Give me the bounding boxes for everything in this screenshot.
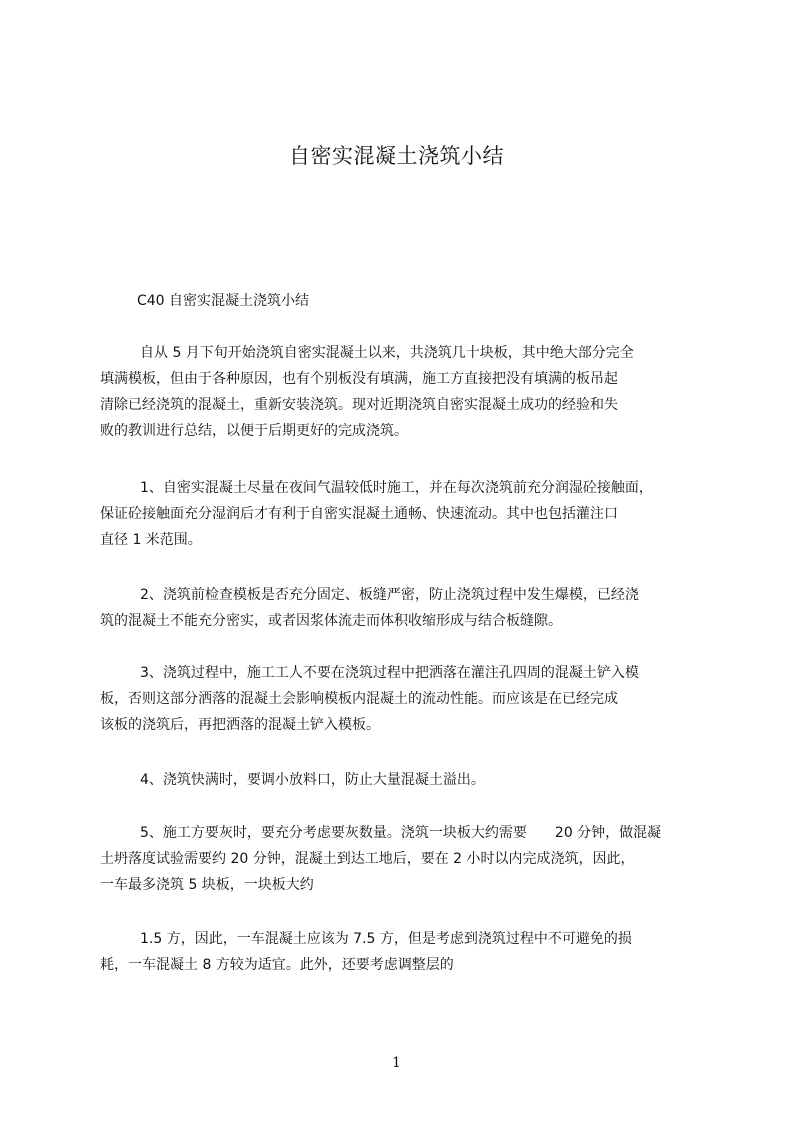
paragraph-item-1 bbox=[100, 475, 712, 553]
page-number: 1 bbox=[392, 1055, 401, 1071]
paragraph-line: 该板的浇筑后，再把洒落的混凝土铲入模板。 bbox=[100, 717, 380, 733]
paragraph-item-2 bbox=[100, 582, 712, 634]
paragraph-intro bbox=[100, 340, 712, 444]
paragraph-line: 自从 5 月下旬开始浇筑自密实混凝土以来，共浇筑几十块板，其中绝大部分完全 bbox=[140, 345, 634, 361]
paragraph-line: 1、自密实混凝土尽量在夜间气温较低时施工，并在每次浇筑前充分润湿砼接触面， bbox=[140, 480, 653, 496]
paragraph-item-5 bbox=[100, 820, 712, 898]
paragraph-line: 清除已经浇筑的混凝土，重新安装浇筑。现对近期浇筑自密实混凝土成功的经验和失 bbox=[100, 397, 618, 413]
document-subtitle: C40 自密实混凝土浇筑小结 bbox=[137, 293, 310, 309]
paragraph-line: 一车最多浇筑 5 块板，一块板大约 bbox=[100, 877, 314, 893]
paragraph-line: 3、浇筑过程中，施工工人不要在浇筑过程中把洒落在灌注孔四周的混凝土铲入模 bbox=[140, 665, 639, 681]
paragraph-line: 1.5 方，因此，一车混凝土应该为 7.5 方，但是考虑到浇筑过程中不可避免的损 bbox=[140, 931, 632, 947]
paragraph-line: 5、施工方要灰时，要充分考虑要灰数量。浇筑一块板大约需要 20 分钟，做混凝 bbox=[140, 825, 662, 841]
paragraph-line: 2、浇筑前检查模板是否充分固定、板缝严密，防止浇筑过程中发生爆模，已经浇 bbox=[140, 587, 639, 603]
paragraph-line: 败的教训进行总结，以便于后期更好的完成浇筑。 bbox=[100, 423, 408, 439]
paragraph-item-4 bbox=[100, 767, 712, 793]
paragraph-line: 土坍落度试验需要约 20 分钟，混凝土到达工地后，要在 2 小时以内完成浇筑，因此， bbox=[100, 851, 635, 867]
paragraph-line: 耗，一车混凝土 8 方较为适宜。此外，还要考虑调整层的 bbox=[100, 957, 454, 973]
paragraph-line: 填满模板，但由于各种原因，也有个别板没有填满，施工方直接把没有填满的板吊起 bbox=[100, 371, 618, 387]
document-title: 自密实混凝土浇筑小结 bbox=[289, 144, 504, 168]
paragraph-item-3 bbox=[100, 660, 712, 738]
paragraph-line: 筑的混凝土不能充分密实，或者因浆体流走而体积收缩形成与结合板缝隙。 bbox=[100, 613, 562, 629]
paragraph-line: 直径 1 米范围。 bbox=[100, 532, 202, 548]
paragraph-line: 板，否则这部分洒落的混凝土会影响模板内混凝土的流动性能。而应该是在已经完成 bbox=[100, 691, 618, 707]
paragraph-continuation bbox=[100, 926, 712, 978]
paragraph-line: 4、浇筑快满时，要调小放料口，防止大量混凝土溢出。 bbox=[140, 772, 485, 788]
paragraph-line: 保证砼接触面充分湿润后才有利于自密实混凝土通畅、快速流动。其中也包括灌注口 bbox=[100, 506, 618, 522]
